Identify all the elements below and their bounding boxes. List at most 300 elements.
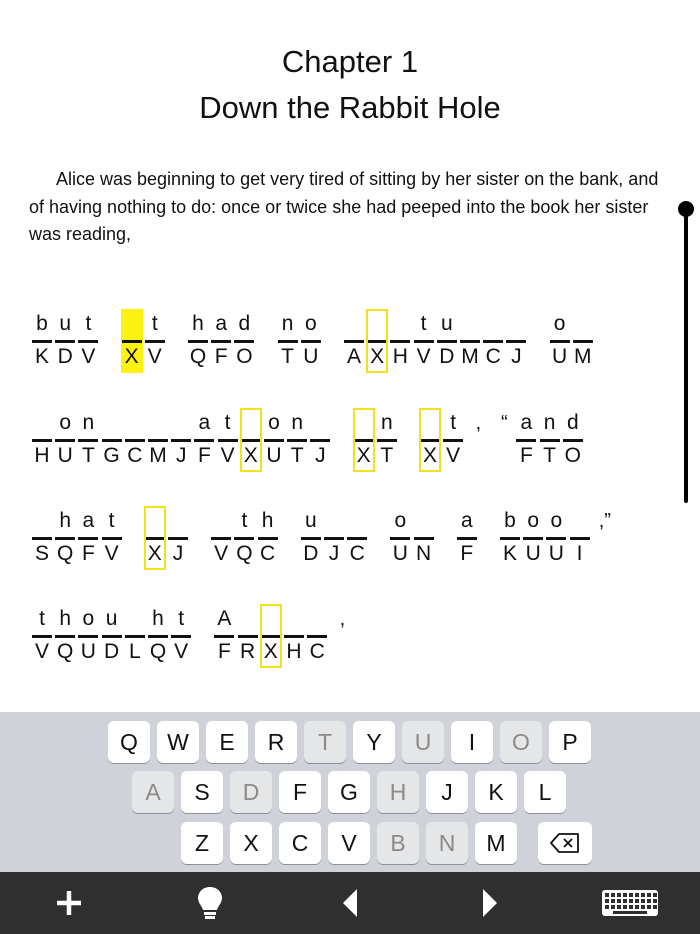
letter-blank <box>148 439 168 442</box>
letter-blank <box>32 537 52 540</box>
plain-letter <box>210 508 232 534</box>
letter-blank <box>344 340 364 343</box>
keyboard-toggle-button[interactable] <box>595 872 665 934</box>
cipher-letter: V <box>174 640 189 663</box>
cipher-letter: H <box>34 444 50 467</box>
plain-letter <box>237 606 259 632</box>
key-c[interactable]: C <box>279 822 321 864</box>
letter-blank <box>301 340 321 343</box>
letter-blank <box>32 439 52 442</box>
cipher-letter: F <box>214 345 228 368</box>
letter-cell[interactable] <box>210 309 232 373</box>
plain-letter: t <box>39 607 45 630</box>
letter-blank <box>102 635 122 638</box>
plain-letter <box>170 410 192 436</box>
plain-letter: a <box>520 411 533 434</box>
letter-blank <box>287 439 307 442</box>
next-button[interactable] <box>455 872 525 934</box>
bottom-toolbar <box>0 872 700 934</box>
letter-cell[interactable] <box>54 506 76 570</box>
lightbulb-icon <box>175 872 245 934</box>
letter-blank <box>437 340 457 343</box>
punctuation-mark: ,” <box>598 510 611 532</box>
cipher-letter: T <box>81 444 95 467</box>
letter-cell[interactable] <box>499 506 521 570</box>
letter-cell[interactable] <box>31 604 53 668</box>
plain-letter: o <box>304 312 317 335</box>
letter-blank <box>563 439 583 442</box>
plain-letter <box>124 410 146 436</box>
letter-cell[interactable] <box>233 506 255 570</box>
letter-cell[interactable] <box>237 604 259 668</box>
letter-cell[interactable] <box>54 309 76 373</box>
cipher-letter: U <box>57 444 73 467</box>
letter-blank <box>211 537 231 540</box>
letter-cell[interactable] <box>101 408 123 472</box>
plain-letter <box>260 606 282 632</box>
key-w[interactable]: W <box>157 721 199 763</box>
plain-letter: o <box>59 411 72 434</box>
letter-blank <box>460 340 480 343</box>
letter-blank <box>125 635 145 638</box>
plain-letter <box>124 606 146 632</box>
letter-blank <box>102 537 122 540</box>
plain-letter: u <box>304 509 317 532</box>
plain-letter: o <box>550 509 563 532</box>
letter-blank <box>390 537 410 540</box>
punctuation <box>493 408 515 472</box>
cipher-letter: D <box>57 345 73 368</box>
key-o[interactable]: O <box>500 721 542 763</box>
plain-letter: o <box>553 312 566 335</box>
letter-blank <box>414 340 434 343</box>
punctuation-mark: , <box>475 412 482 434</box>
plain-letter: t <box>85 312 92 335</box>
letter-blank <box>367 340 387 343</box>
plain-letter: a <box>215 312 228 335</box>
plain-letter <box>459 311 481 337</box>
plain-letter: h <box>261 509 274 532</box>
cipher-letter: Q <box>189 345 207 368</box>
plain-letter <box>353 410 375 436</box>
letter-cell[interactable] <box>286 408 308 472</box>
letter-cell[interactable] <box>413 506 435 570</box>
letter-cell[interactable] <box>31 309 53 373</box>
letter-cell[interactable] <box>482 309 504 373</box>
cipher-letter: J <box>175 444 187 467</box>
key-u[interactable]: U <box>402 721 444 763</box>
plain-letter <box>413 508 435 534</box>
letter-cell[interactable] <box>456 506 478 570</box>
cipher-letter: Q <box>149 640 167 663</box>
letter-blank <box>264 439 284 442</box>
cipher-letter: J <box>315 444 326 467</box>
letter-cell[interactable] <box>522 506 544 570</box>
key-t[interactable]: T <box>304 721 346 763</box>
cipher-letter: F <box>217 640 231 663</box>
letter-cell[interactable] <box>459 309 481 373</box>
letter-blank <box>516 439 536 442</box>
letter-cell[interactable] <box>77 408 99 472</box>
key-z[interactable]: Z <box>181 822 223 864</box>
key-k[interactable]: K <box>475 771 517 813</box>
triangle-right-icon <box>455 872 525 934</box>
plain-letter: h <box>59 607 72 630</box>
plain-letter <box>121 311 143 337</box>
plain-letter <box>147 410 169 436</box>
plus-icon <box>34 872 104 934</box>
letter-blank <box>122 340 142 343</box>
plain-letter: o <box>268 411 280 434</box>
cipher-letter: M <box>461 345 479 368</box>
plain-letter <box>101 410 123 436</box>
cipher-letter: T <box>290 444 304 467</box>
letter-cell[interactable] <box>419 408 441 472</box>
letter-blank <box>145 340 165 343</box>
letter-blank <box>102 439 122 442</box>
key-a[interactable]: A <box>132 771 174 813</box>
letter-cell[interactable] <box>187 309 209 373</box>
plain-letter: t <box>420 312 427 335</box>
plain-letter <box>343 311 365 337</box>
cipher-letter: A <box>346 345 361 368</box>
cipher-letter: V <box>147 345 162 368</box>
cipher-letter: U <box>525 542 541 565</box>
letter-blank <box>55 340 75 343</box>
letter-cell[interactable] <box>442 408 464 472</box>
cipher-letter: T <box>543 444 556 467</box>
letter-blank <box>377 439 397 442</box>
letter-blank <box>55 635 75 638</box>
letter-cell[interactable] <box>77 604 99 668</box>
delete-key[interactable] <box>538 822 592 864</box>
letter-cell[interactable] <box>572 309 594 373</box>
cipher-letter: T <box>380 444 394 467</box>
plain-letter <box>167 508 189 534</box>
letter-cell[interactable] <box>77 506 99 570</box>
add-button[interactable] <box>34 872 104 934</box>
key-y[interactable]: Y <box>353 721 395 763</box>
cipher-letter: V <box>214 542 229 565</box>
cipher-letter: X <box>356 444 371 467</box>
plain-letter: a <box>460 509 473 532</box>
cipher-letter: O <box>236 345 253 368</box>
letter-cell[interactable] <box>309 408 331 472</box>
cipher-letter: V <box>104 542 119 565</box>
letter-cell[interactable] <box>54 408 76 472</box>
key-p[interactable]: P <box>549 721 591 763</box>
plain-letter <box>306 606 328 632</box>
letter-cell[interactable] <box>167 506 189 570</box>
cipher-letter: U <box>266 444 282 467</box>
letter-blank <box>414 537 434 540</box>
letter-cell[interactable] <box>562 408 584 472</box>
cipher-letter: J <box>172 542 184 565</box>
letter-cell[interactable] <box>545 506 567 570</box>
plain-letter: n <box>380 411 393 434</box>
letter-cell[interactable] <box>300 506 322 570</box>
cipher-letter: F <box>197 444 211 467</box>
plain-letter: b <box>504 509 516 532</box>
plain-letter <box>144 508 166 534</box>
letter-cell[interactable] <box>213 604 235 668</box>
cipher-letter: Q <box>57 542 74 565</box>
cipher-letter: V <box>416 345 431 368</box>
letter-blank <box>523 537 543 540</box>
cipher-letter: C <box>260 542 276 565</box>
letter-blank <box>443 439 463 442</box>
letter-cell[interactable] <box>240 408 262 472</box>
plain-letter: d <box>566 411 579 434</box>
letter-cell[interactable] <box>505 309 527 373</box>
key-m[interactable]: M <box>475 822 517 864</box>
plain-letter <box>572 311 594 337</box>
key-l[interactable]: L <box>524 771 566 813</box>
plain-letter <box>240 410 262 436</box>
key-b[interactable]: B <box>377 822 419 864</box>
letter-blank <box>125 439 145 442</box>
letter-cell[interactable] <box>217 408 239 472</box>
cipher-letter: X <box>263 640 278 663</box>
letter-blank <box>258 537 278 540</box>
cipher-letter: H <box>392 345 408 368</box>
plain-letter: h <box>192 312 204 335</box>
key-g[interactable]: G <box>328 771 370 813</box>
letter-cell[interactable] <box>436 309 458 373</box>
cipher-letter: U <box>80 640 96 663</box>
plain-letter: n <box>291 411 304 434</box>
letter-blank <box>32 635 52 638</box>
plain-letter: n <box>281 312 294 335</box>
key-h[interactable]: H <box>377 771 419 813</box>
cipher-letter: V <box>34 640 49 663</box>
letter-blank <box>78 439 98 442</box>
letter-blank <box>55 439 75 442</box>
letter-blank <box>238 635 258 638</box>
cipher-letter: X <box>147 542 162 565</box>
plain-letter <box>346 508 368 534</box>
letter-cell[interactable] <box>343 309 365 373</box>
key-d[interactable]: D <box>230 771 272 813</box>
plain-letter: t <box>151 312 158 335</box>
letter-cell[interactable] <box>353 408 375 472</box>
cipher-letter: F <box>519 444 533 467</box>
letter-cell[interactable] <box>233 309 255 373</box>
letter-cell[interactable] <box>306 604 328 668</box>
cipher-letter: X <box>243 444 258 467</box>
key-r[interactable]: R <box>255 721 297 763</box>
chapter-title: Chapter 1 <box>281 44 419 79</box>
letter-blank <box>483 340 503 343</box>
cipher-letter: D <box>439 345 455 368</box>
plain-letter <box>389 311 411 337</box>
letter-blank <box>168 537 188 540</box>
cipher-letter: F <box>81 542 95 565</box>
plain-letter <box>283 606 305 632</box>
cipher-letter: O <box>564 444 581 467</box>
plain-letter: a <box>82 509 95 532</box>
plain-letter: u <box>440 312 453 335</box>
plain-letter <box>482 311 504 337</box>
letter-blank <box>301 537 321 540</box>
letter-cell[interactable] <box>77 309 99 373</box>
cipher-letter: G <box>103 444 120 467</box>
letter-cell[interactable] <box>323 506 345 570</box>
plain-letter: h <box>152 607 164 630</box>
key-v[interactable]: V <box>328 822 370 864</box>
hint-button[interactable] <box>175 872 245 934</box>
letter-cell[interactable] <box>366 309 388 373</box>
letter-blank <box>55 537 75 540</box>
cipher-letter: M <box>574 345 592 368</box>
plain-letter <box>31 508 53 534</box>
letter-blank <box>194 439 214 442</box>
letter-cell[interactable] <box>144 506 166 570</box>
letter-cell[interactable] <box>263 408 285 472</box>
plain-letter <box>419 410 441 436</box>
plain-letter: o <box>82 607 95 630</box>
letter-cell[interactable] <box>277 309 299 373</box>
letter-cell[interactable] <box>147 604 169 668</box>
letter-cell[interactable] <box>193 408 215 472</box>
plain-letter: n <box>82 411 95 434</box>
punctuation <box>590 506 620 570</box>
cipher-letter: V <box>81 345 96 368</box>
letter-blank <box>324 537 344 540</box>
plain-letter <box>31 410 53 436</box>
letter-blank <box>420 439 440 442</box>
key-q[interactable]: Q <box>108 721 150 763</box>
cipher-letter: T <box>281 345 294 368</box>
cipher-letter: L <box>128 640 141 663</box>
punctuation <box>327 604 357 668</box>
triangle-left-icon <box>315 872 385 934</box>
cipher-letter: K <box>502 542 517 565</box>
cipher-letter: D <box>303 542 319 565</box>
letter-blank <box>307 635 327 638</box>
letter-cell[interactable] <box>210 506 232 570</box>
key-e[interactable]: E <box>206 721 248 763</box>
previous-button[interactable] <box>315 872 385 934</box>
chapter-subtitle: Down the Rabbit Hole <box>199 90 501 125</box>
letter-cell[interactable] <box>144 309 166 373</box>
letter-cell[interactable] <box>515 408 537 472</box>
letter-blank <box>171 439 191 442</box>
letter-blank <box>540 439 560 442</box>
plain-letter: o <box>394 509 407 532</box>
cipher-letter: U <box>392 542 408 565</box>
punctuation <box>463 408 493 472</box>
letter-cell[interactable] <box>376 408 398 472</box>
plain-letter: h <box>59 509 72 532</box>
letter-blank <box>78 635 98 638</box>
letter-cell[interactable] <box>121 309 143 373</box>
cipher-letter: U <box>303 345 319 368</box>
letter-blank <box>234 340 254 343</box>
letter-cell[interactable] <box>549 309 571 373</box>
letter-cell[interactable] <box>346 506 368 570</box>
cipher-letter: C <box>309 640 325 663</box>
plain-letter: A <box>217 607 232 630</box>
letter-keyboard <box>0 712 700 872</box>
cipher-letter: N <box>416 542 432 565</box>
cipher-letter: V <box>220 444 235 467</box>
letter-cell[interactable] <box>147 408 169 472</box>
letter-blank <box>284 635 304 638</box>
cipher-letter: C <box>349 542 365 565</box>
cipher-letter: C <box>485 345 501 368</box>
cipher-letter: R <box>240 640 256 663</box>
letter-blank <box>506 340 526 343</box>
cipher-letter: X <box>422 444 437 467</box>
letter-blank <box>354 439 374 442</box>
letter-cell[interactable] <box>170 408 192 472</box>
keyboard-icon <box>595 872 665 934</box>
key-s[interactable]: S <box>181 771 223 813</box>
plain-letter: d <box>238 312 251 335</box>
key-n[interactable]: N <box>426 822 468 864</box>
letter-cell[interactable] <box>283 604 305 668</box>
plain-letter: a <box>198 411 211 434</box>
letter-cell[interactable] <box>300 309 322 373</box>
key-f[interactable]: F <box>279 771 321 813</box>
letter-cell[interactable] <box>260 604 282 668</box>
letter-cell[interactable] <box>101 604 123 668</box>
letter-cell[interactable] <box>54 604 76 668</box>
cipher-letter: X <box>370 345 385 368</box>
plain-letter: t <box>178 607 185 630</box>
plain-letter: b <box>36 312 48 335</box>
letter-cell[interactable] <box>569 506 591 570</box>
plain-letter: o <box>527 509 540 532</box>
letter-cell[interactable] <box>31 408 53 472</box>
letter-cell[interactable] <box>413 309 435 373</box>
key-x[interactable]: X <box>230 822 272 864</box>
letter-blank <box>145 537 165 540</box>
letter-cell[interactable] <box>101 506 123 570</box>
letter-blank <box>78 537 98 540</box>
letter-cell[interactable] <box>389 309 411 373</box>
letter-blank <box>570 537 590 540</box>
backspace-icon <box>550 833 580 853</box>
letter-cell[interactable] <box>170 604 192 668</box>
key-j[interactable]: J <box>426 771 468 813</box>
letter-cell[interactable] <box>124 408 146 472</box>
cipher-letter: U <box>552 345 568 368</box>
cipher-letter: V <box>446 444 461 467</box>
plain-letter <box>309 410 331 436</box>
cipher-letter: U <box>548 542 564 565</box>
plain-letter: t <box>241 509 248 532</box>
cipher-letter: F <box>460 542 474 565</box>
letter-cell[interactable] <box>389 506 411 570</box>
letter-cell[interactable] <box>539 408 561 472</box>
letter-blank <box>241 439 261 442</box>
cipher-letter: Q <box>236 542 253 565</box>
letter-blank <box>546 537 566 540</box>
cipher-letter: S <box>34 542 49 565</box>
letter-cell[interactable] <box>31 506 53 570</box>
key-i[interactable]: I <box>451 721 493 763</box>
cipher-letter: X <box>124 345 139 368</box>
cipher-letter: C <box>127 444 143 467</box>
punctuation-mark: “ <box>501 412 508 434</box>
letter-cell[interactable] <box>257 506 279 570</box>
cipher-letter: J <box>511 345 522 368</box>
plain-letter <box>323 508 345 534</box>
letter-cell[interactable] <box>124 604 146 668</box>
letter-blank <box>390 340 410 343</box>
